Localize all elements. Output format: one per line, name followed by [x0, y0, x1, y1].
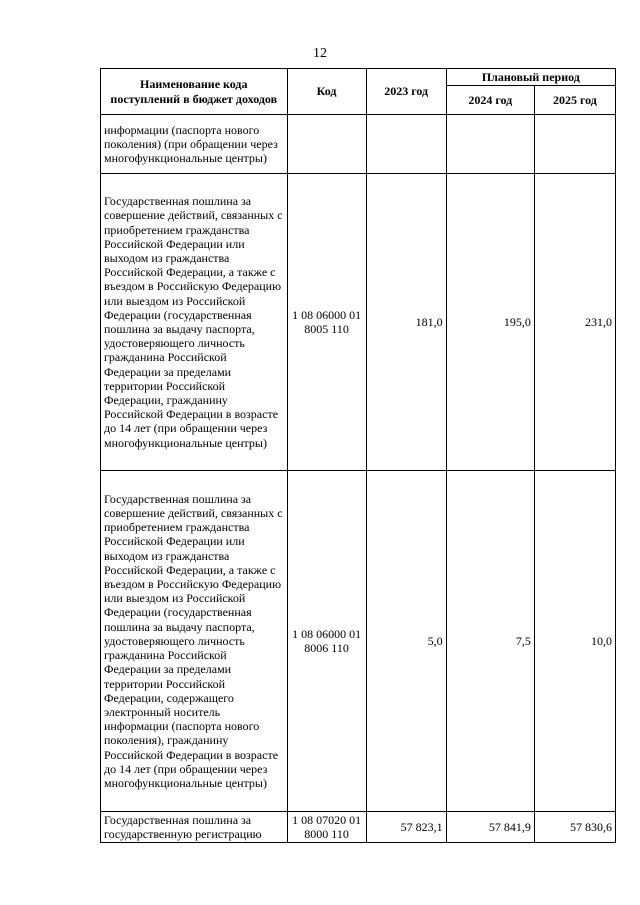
header-code: Код: [287, 69, 366, 115]
row-value-2023: 57 823,1: [366, 812, 446, 843]
header-name: Наименование кода поступлений в бюджет доходов: [101, 69, 288, 115]
row-value-2025: [534, 115, 615, 174]
row-value-2024: 7,5: [446, 471, 534, 812]
header-year-2024: 2024 год: [446, 86, 534, 115]
row-name: Государственная пошлина за совершение действий, связанных с приобретением гражданства Российской Федерации или выходом из гражданства Российской Федерации, а также с въездом в Российскую Федерацию или выездом из Российской Федерации (государственная пошлина за выдачу паспорта, удостоверяющего личность гражданина Российской Федерации за пределами территории Российской Федерации, гражданину Российской Федерации в возрасте до 14 лет (при обращении через многофункциональные центры): [101, 174, 288, 471]
row-code: 1 08 07020 01 8000 110: [287, 812, 366, 843]
table-row: [101, 812, 616, 843]
table-header-row: [101, 69, 616, 86]
row-name: информации (паспорта нового поколения) (при обращении через многофункциональные центры): [101, 115, 288, 174]
row-value-2024: 57 841,9: [446, 812, 534, 843]
row-code: 1 08 06000 01 8005 110: [287, 174, 366, 471]
row-value-2023: 5,0: [366, 471, 446, 812]
row-value-2024: 195,0: [446, 174, 534, 471]
row-code: [287, 115, 366, 174]
row-value-2023: 181,0: [366, 174, 446, 471]
header-year-2023: 2023 год: [366, 69, 446, 115]
row-name: Государственная пошлина за совершение действий, связанных с приобретением гражданства Российской Федерации или выходом из гражданства Российской Федерации, а также с въездом в Российскую Федерацию или выездом из Российской Федерации (государственная пошлина за выдачу паспорта, удостоверяющего личность гражданина Российской Федерации за пределами территории Российской Федерации, содержащего электронный носитель информации (паспорта нового поколения), гражданину Российской Федерации в возрасте до 14 лет (при обращении через многофункциональные центры): [101, 471, 288, 812]
row-value-2024: [446, 115, 534, 174]
table-row: [101, 471, 616, 812]
row-code: 1 08 06000 01 8006 110: [287, 471, 366, 812]
table-row: [101, 174, 616, 471]
row-value-2023: [366, 115, 446, 174]
table-row: [101, 115, 616, 174]
page-number: 12: [313, 46, 327, 61]
row-value-2025: 57 830,6: [534, 812, 615, 843]
revenue-table: [100, 68, 616, 843]
row-value-2025: 10,0: [534, 471, 615, 812]
header-year-2025: 2025 год: [534, 86, 615, 115]
row-value-2025: 231,0: [534, 174, 615, 471]
row-name: Государственная пошлина за государственную регистрацию: [101, 812, 288, 843]
header-planned-period: Плановый период: [446, 69, 615, 86]
